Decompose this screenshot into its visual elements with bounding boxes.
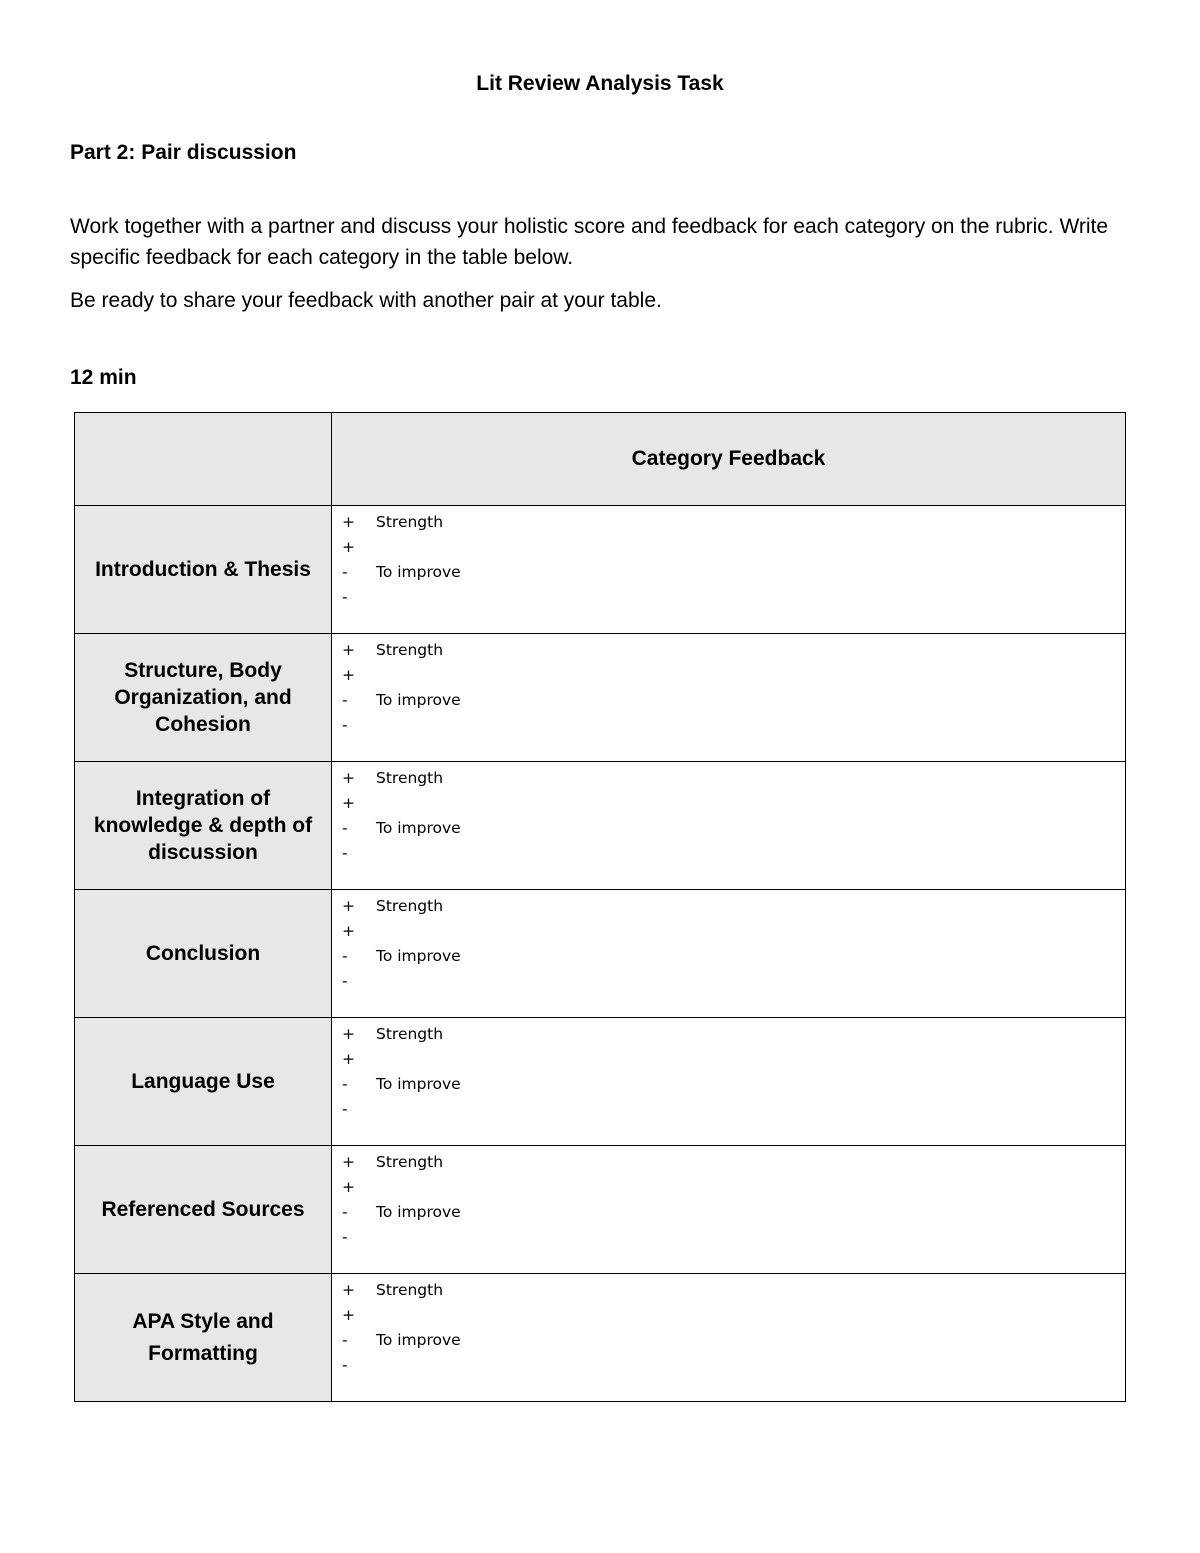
category-cell: Conclusion <box>75 890 332 1018</box>
category-cell: APA Style and Formatting <box>75 1274 332 1402</box>
category-cell: Integration of knowledge & depth of discussion <box>75 762 332 890</box>
strength-label: Strength <box>376 513 444 531</box>
category-cell: Language Use <box>75 1018 332 1146</box>
improve-label: To improve <box>376 563 461 581</box>
minus-bullet: - <box>342 691 348 709</box>
improve-label: To improve <box>376 1203 461 1221</box>
table-row <box>75 506 1126 634</box>
table-row <box>75 890 1126 1018</box>
plus-bullet: + <box>342 794 355 812</box>
feedback-table <box>74 412 1126 1402</box>
part-heading: Part 2: Pair discussion <box>70 141 297 164</box>
feedback-cell[interactable] <box>332 1146 1126 1274</box>
strength-label: Strength <box>376 641 444 659</box>
table-row <box>75 1018 1126 1146</box>
category-cell: Structure, Body Organization, and Cohesion <box>75 634 332 762</box>
minus-bullet: - <box>342 1228 348 1246</box>
improve-label: To improve <box>376 691 461 709</box>
category-cell: Referenced Sources <box>75 1146 332 1274</box>
minus-bullet: - <box>342 1356 348 1374</box>
improve-label: To improve <box>376 1075 461 1093</box>
feedback-cell[interactable] <box>332 1018 1126 1146</box>
ready-text: Be ready to share your feedback with another pair at your table. <box>70 289 662 312</box>
minus-bullet: - <box>342 947 348 965</box>
minus-bullet: - <box>342 972 348 990</box>
improve-label: To improve <box>376 819 461 837</box>
feedback-cell[interactable] <box>332 890 1126 1018</box>
table-row <box>75 634 1126 762</box>
feedback-cell[interactable] <box>332 634 1126 762</box>
minus-bullet: - <box>342 1331 348 1349</box>
feedback-cell[interactable] <box>332 506 1126 634</box>
plus-bullet: + <box>342 538 355 556</box>
plus-bullet: + <box>342 666 355 684</box>
minus-bullet: - <box>342 588 348 606</box>
plus-bullet: + <box>342 1306 355 1324</box>
table-row <box>75 762 1126 890</box>
plus-bullet: + <box>342 897 355 915</box>
minus-bullet: - <box>342 563 348 581</box>
feedback-cell[interactable] <box>332 762 1126 890</box>
plus-bullet: + <box>342 1025 355 1043</box>
strength-label: Strength <box>376 1281 444 1299</box>
header-feedback-cell: Category Feedback <box>332 413 1126 506</box>
table-row <box>75 1146 1126 1274</box>
minus-bullet: - <box>342 844 348 862</box>
minus-bullet: - <box>342 1100 348 1118</box>
minus-bullet: - <box>342 1075 348 1093</box>
strength-label: Strength <box>376 1153 444 1171</box>
plus-bullet: + <box>342 1281 355 1299</box>
plus-bullet: + <box>342 769 355 787</box>
plus-bullet: + <box>342 1178 355 1196</box>
time-label: 12 min <box>70 366 137 389</box>
plus-bullet: + <box>342 922 355 940</box>
improve-label: To improve <box>376 1331 461 1349</box>
improve-label: To improve <box>376 947 461 965</box>
minus-bullet: - <box>342 716 348 734</box>
instructions-text: Work together with a partner and discuss your holistic score and feedback for each category on the rubric. Write specific feedback for each category in the table below. <box>70 215 1109 269</box>
minus-bullet: - <box>342 1203 348 1221</box>
table-header-row <box>75 413 1126 506</box>
feedback-cell[interactable] <box>332 1274 1126 1402</box>
plus-bullet: + <box>342 641 355 659</box>
minus-bullet: - <box>342 819 348 837</box>
plus-bullet: + <box>342 513 355 531</box>
header-category-cell <box>75 413 332 506</box>
category-cell: Introduction & Thesis <box>75 506 332 634</box>
plus-bullet: + <box>342 1050 355 1068</box>
page-title: Lit Review Analysis Task <box>476 72 724 95</box>
plus-bullet: + <box>342 1153 355 1171</box>
strength-label: Strength <box>376 897 444 915</box>
strength-label: Strength <box>376 769 444 787</box>
strength-label: Strength <box>376 1025 444 1043</box>
table-row <box>75 1274 1126 1402</box>
